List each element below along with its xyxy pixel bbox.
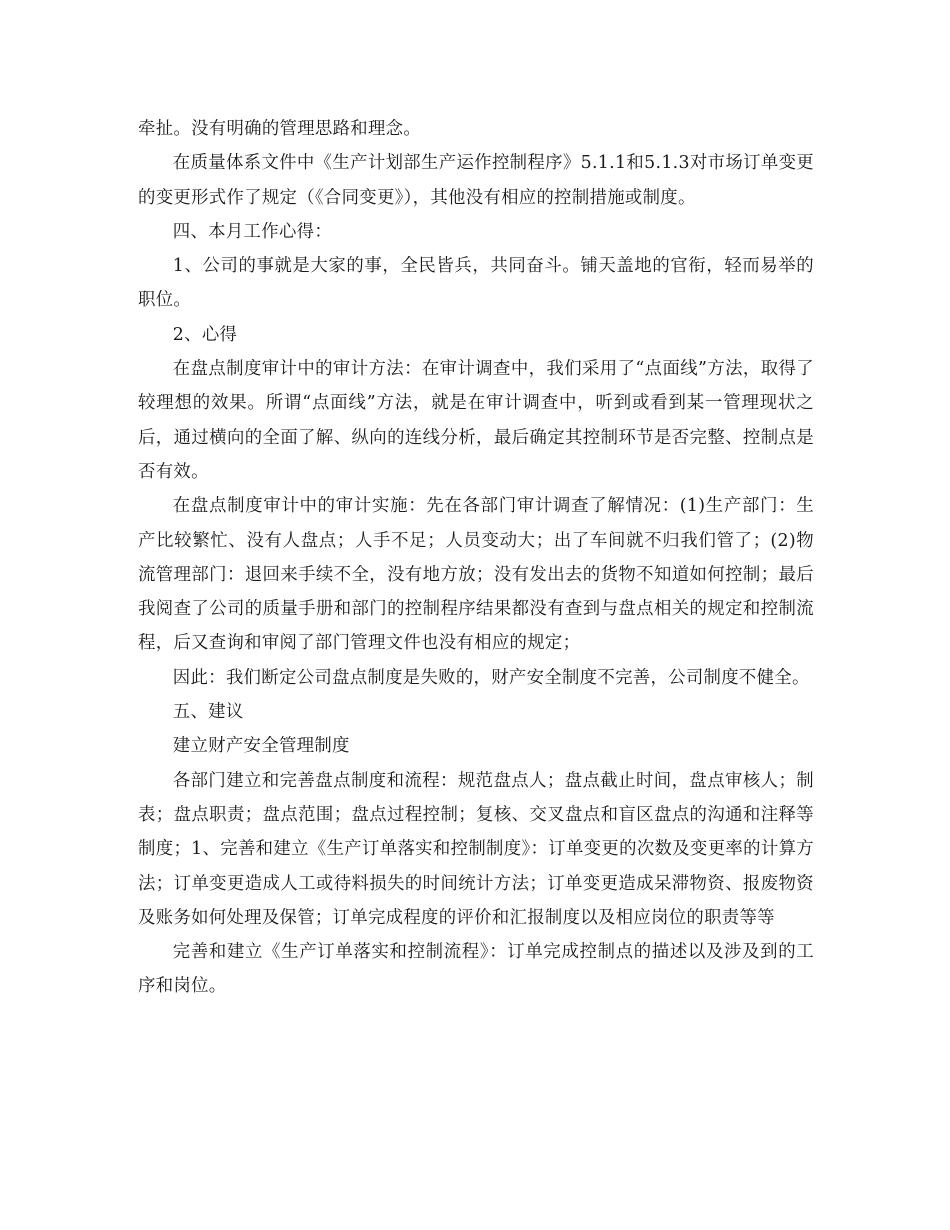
document-body — [138, 112, 814, 1004]
section-heading: 四、本月工作心得： — [172, 221, 333, 242]
paragraph: 牵扯。没有明确的管理思路和理念。 — [138, 119, 422, 139]
section-heading: 五、建议 — [172, 702, 244, 723]
paragraph: 因此：我们断定公司盘点制度是失败的，财产安全制度不完善，公司制度不健全。 — [172, 667, 810, 688]
paragraph: 1、公司的事就是大家的事，全民皆兵，共同奋斗。铺天盖地的官衔，轻而易举的职位。 — [138, 256, 814, 311]
subsection-heading: 建立财产安全管理制度 — [172, 736, 350, 757]
paragraph: 各部门建立和完善盘点制度和流程：规范盘点人；盘点截止时间，盘点审核人；制表；盘点职责；盘点范围；盘点过程控制；复核、交叉盘点和盲区盘点的沟通和注释等制度；1、完善和建立《生产订单落实和控制制度》：订单变更的次数及变更率的计算方法；订单变更造成人工或待料损失的时间统计方法；订单变更造成呆滞物资、报废物资及账务如何处理及保管；订单完成程度的评价和汇报制度以及相应岗位的职责等等 — [138, 770, 814, 928]
paragraph: 完善和建立《生产订单落实和控制流程》：订单完成控制点的描述以及涉及到的工序和岗位。 — [138, 942, 814, 997]
paragraph: 在质量体系文件中《生产计划部生产运作控制程序》5.1.1和5.1.3对市场订单变更的变更形式作了规定（《合同变更》），其他没有相应的控制措施或制度。 — [138, 153, 814, 208]
subsection-heading: 2、心得 — [172, 324, 238, 345]
paragraph: 在盘点制度审计中的审计方法：在审计调查中，我们采用了“点面线”方法，取得了较理想的效果。所谓“点面线”方法，就是在审计调查中，听到或看到某一管理现状之后，通过横向的全面了解、纵向的连线分析，最后确定其控制环节是否完整、控制点是否有效。 — [138, 359, 814, 482]
paragraph: 在盘点制度审计中的审计实施：先在各部门审计调查了解情况：(1)生产部门：生产比较繁忙、没有人盘点；人手不足；人员变动大；出了车间就不归我们管了；(2)物流管理部门：退回来手续不全，没有地方放；没有发出去的货物不知道如何控制；最后我阅查了公司的质量手册和部门的控制程序结果都没有查到与盘点相关的规定和控制流程，后又查询和审阅了部门管理文件也没有相应的规定； — [138, 496, 814, 654]
